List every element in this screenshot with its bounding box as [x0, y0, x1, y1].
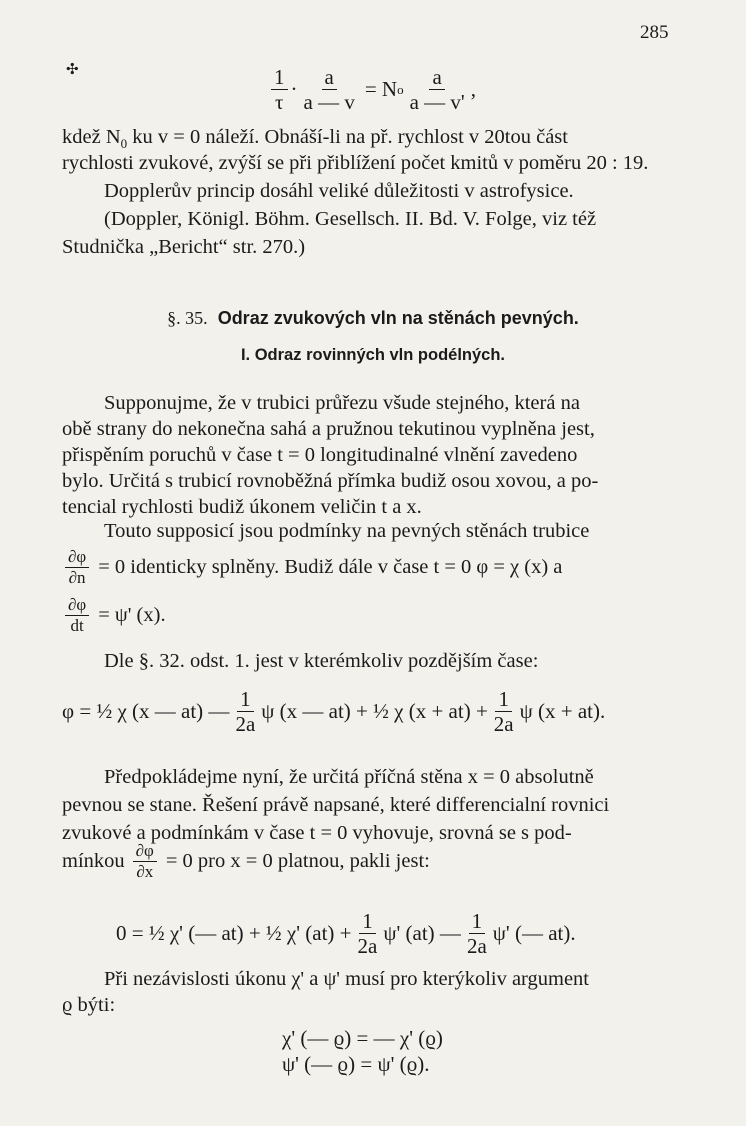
text-line: Supponujme, že v trubici průřezu všude stejného, která na — [104, 392, 580, 414]
fraction: $\frac{1}{2a}$ — [493, 687, 514, 737]
text-line: kdež $N_0$ ku v = 0 náleží. Obnáší-li na př. rychlost v 20tou část — [62, 126, 568, 152]
equation-doppler: $\frac{1}{\tau}$ · $\frac{a}{a — v}$ = N o $\frac{a}{a — v'}$ , — [268, 66, 476, 113]
text-line: pevnou se stane. Řešení právě napsané, které differencialní rovnici — [62, 794, 610, 816]
text-line: Předpokládejme nyní, že určitá příčná stěna x = 0 absolutně — [104, 766, 594, 788]
fraction: $\frac{1}{2a}$ — [357, 909, 378, 959]
fraction: $\frac{1}{2a}$ — [466, 909, 487, 959]
fraction: $\frac{a}{a — v'}$ — [409, 65, 465, 115]
fraction: $\frac{a}{a — v}$ — [303, 65, 355, 115]
text-line: Studnička „Bericht“ str. 270.) — [62, 236, 306, 258]
text-line: (Doppler, Königl. Böhm. Gesellsch. II. Bd. V. Folge, viz též — [104, 208, 597, 230]
text-line: bylo. Určitá s trubicí rovnoběžná přímka budiž osou xovou, a po- — [62, 470, 599, 492]
text-line: Touto supposicí jsou podmínky na pevných stěnách trubice — [104, 520, 590, 542]
fraction: $\frac{1}{2a}$ — [235, 687, 256, 737]
equation-symmetry: ψ' (— ϱ) = ψ' (ϱ). — [282, 1052, 430, 1076]
fraction: $\frac{\partial\varphi}{\partial x}$ — [133, 842, 157, 881]
text-line: Dopplerův princip dosáhl veliké důležitosti v astrofysice. — [104, 180, 574, 202]
page-number: 285 — [640, 22, 669, 43]
subsection-heading: I. Odraz rovinných vln podélných. — [240, 346, 506, 364]
text-line: zvukové a podmínkám v čase t = 0 vyhovuje, srovná se s pod- — [62, 822, 572, 844]
text-line: Dle §. 32. odst. 1. jest v kterémkoliv pozdějším čase: — [104, 650, 539, 672]
text-line: tencial rychlosti budiž úkonem veličin t a x. — [62, 496, 422, 518]
text-line: Při nezávislosti úkonu χ' a ψ' musí pro kterýkoliv argument — [104, 968, 590, 990]
fraction: $\frac{1}{\tau}$ — [271, 66, 288, 113]
equation-boundary: 0 = ½ χ' (— at) + ½ χ' (at) + $\frac{1}{2a}$ ψ' (at) — $\frac{1}{2a}$ ψ' (— at). — [116, 909, 576, 959]
section-heading: §. 35. Odraz zvukových vln na stěnách pevných. — [167, 308, 579, 328]
formula-line: $\frac{\partial\varphi}{\partial n}$ = 0 identicky splněny. Budiž dále v čase t = 0 φ = χ (x) a — [62, 548, 562, 587]
text-line: rychlosti zvukové, zvýší se při přiblížení počet kmitů v poměru 20 : 19. — [62, 152, 649, 174]
text-line: přispěním poruchů v čase t = 0 longitudinalné vlnění zavedeno — [62, 444, 578, 466]
equation-solution: φ = ½ χ (x — at) — $\frac{1}{2a}$ ψ (x — at) + ½ χ (x + at) + $\frac{1}{2a}$ ψ (x + at). — [62, 687, 606, 737]
fraction: $\frac{\partial\varphi}{dt}$ — [65, 596, 89, 635]
formula-line: mínkou $\frac{\partial\varphi}{\partial x}$ = 0 pro x = 0 platnou, pakli jest: — [62, 841, 430, 881]
corner-mark: ✣ — [66, 62, 79, 78]
equation-symmetry: χ' (— ϱ) = — χ' (ϱ) — [282, 1026, 443, 1050]
text-line: obě strany do nekonečna sahá a pružnou tekutinou vyplněna jest, — [62, 418, 595, 440]
formula-line: $\frac{\partial\varphi}{dt}$ = ψ' (x). — [62, 596, 166, 635]
fraction: $\frac{\partial\varphi}{\partial n}$ — [65, 548, 89, 587]
text-line: ϱ býti: — [62, 994, 116, 1016]
